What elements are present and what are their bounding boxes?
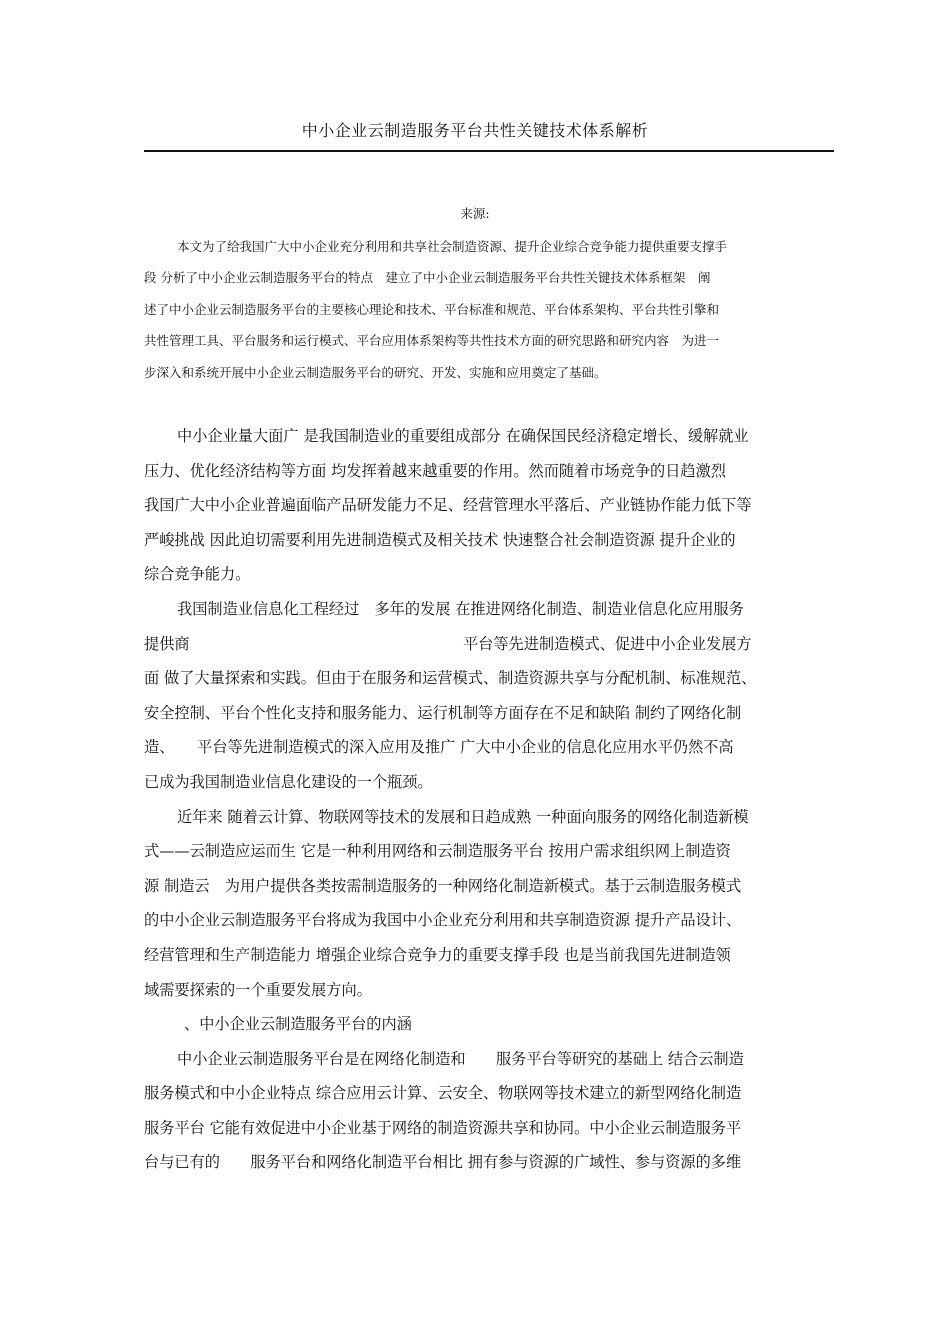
document-title: 中小企业云制造服务平台共性关键技术体系解析 [301,121,649,140]
abstract-line: 述了中小企业云制造服务平台的主要核心理论和技术、平台标准和规范、平台体系架构、平台共性引擎和 [144,301,720,317]
body-line: 已成为我国制造业信息化建设的一个瓶颈。 [144,772,433,791]
body-line: 的中小企业云制造服务平台将成为我国中小企业充分利用和共享制造资源 提升产品设计、 [144,911,742,930]
body-text [144,419,814,1180]
body-line: 我国制造业信息化工程经过 多年的发展 在推进网络化制造、制造业信息化应用服务 [177,599,744,618]
body-line: 台与已有的 服务平台和网络化制造平台相比 拥有参与资源的广域性、参与资源的多维 [144,1153,742,1172]
title-divider [144,150,834,152]
body-line: 面 做了大量探索和实践。但由于在服务和运营模式、制造资源共享与分配机制、标准规范、 [144,669,757,688]
section-heading: 、中小企业云制造服务平台的内涵 [184,1015,412,1034]
body-line: 近年来 随着云计算、物联网等技术的发展和日趋成熟 一种面向服务的网络化制造新模 [177,807,749,826]
body-line: 造、 平台等先进制造模式的深入应用及推广 广大中小企业的信息化应用水平仍然不高 [144,738,734,757]
abstract-line: 段 分析了中小企业云制造服务平台的特点 建立了中小企业云制造服务平台共性关键技术体系框架 阐 [144,270,711,286]
body-line: 综合竞争能力。 [144,565,251,584]
source-label: 来源: [460,206,490,221]
body-line: 式——云制造应运而生 它是一种利用网络和云制造服务平台 按用户需求组织网上制造资 [144,842,731,861]
abstract-line: 本文为了给我国广大中小企业充分利用和共享社会制造资源、提升企业综合竞争能力提供重要支撑手 [177,239,728,254]
abstract-line: 步深入和系统开展中小企业云制造服务平台的研究、开发、实施和应用奠定了基础。 [144,364,607,380]
body-line: 中小企业量大面广 是我国制造业的重要组成部分 在确保国民经济稳定增长、缓解就业 [177,427,749,445]
body-line: 域需要探索的一个重要发展方向。 [144,980,372,999]
body-line: 严峻挑战 因此迫切需要利用先进制造模式及相关技术 快速整合社会制造资源 提升企业的 [144,530,736,549]
body-line: 中小企业云制造服务平台是在网络化制造和 服务平台等研究的基础上 结合云制造 [177,1049,744,1068]
body-line: 安全控制、平台个性化支持和服务能力、运行机制等方面存在不足和缺陷 制约了网络化制 [144,703,742,722]
abstract [144,231,814,388]
body-line: 我国广大中小企业普遍面临产品研发能力不足、经营管理水平落后、产业链协作能力低下等 [144,496,752,515]
body-line: 经营管理和生产制造能力 增强企业综合竞争力的重要支撑手段 也是当前我国先进制造领 [144,945,731,964]
body-line: 服务模式和中小企业特点 综合应用云计算、云安全、物联网等技术建立的新型网络化制造 [144,1084,742,1103]
body-line: 源 制造云 为用户提供各类按需制造服务的一种网络化制造新模式。基于云制造服务模式 [144,876,742,895]
body-line: 压力、优化经济结构等方面 均发挥着越来越重要的作用。然而随着市场竞争的日趋激烈 [144,461,726,480]
body-line: 服务平台 它能有效促进中小企业基于网络的制造资源共享和协同。中小企业云制造服务平 [144,1118,742,1137]
body-line: 提供商 平台等先进制造模式、促进中小企业发展方 [144,634,752,653]
abstract-line: 共性管理工具、平台服务和运行模式、平台应用体系架构等共性技术方面的研究思路和研究内容 为进一 [144,333,720,349]
